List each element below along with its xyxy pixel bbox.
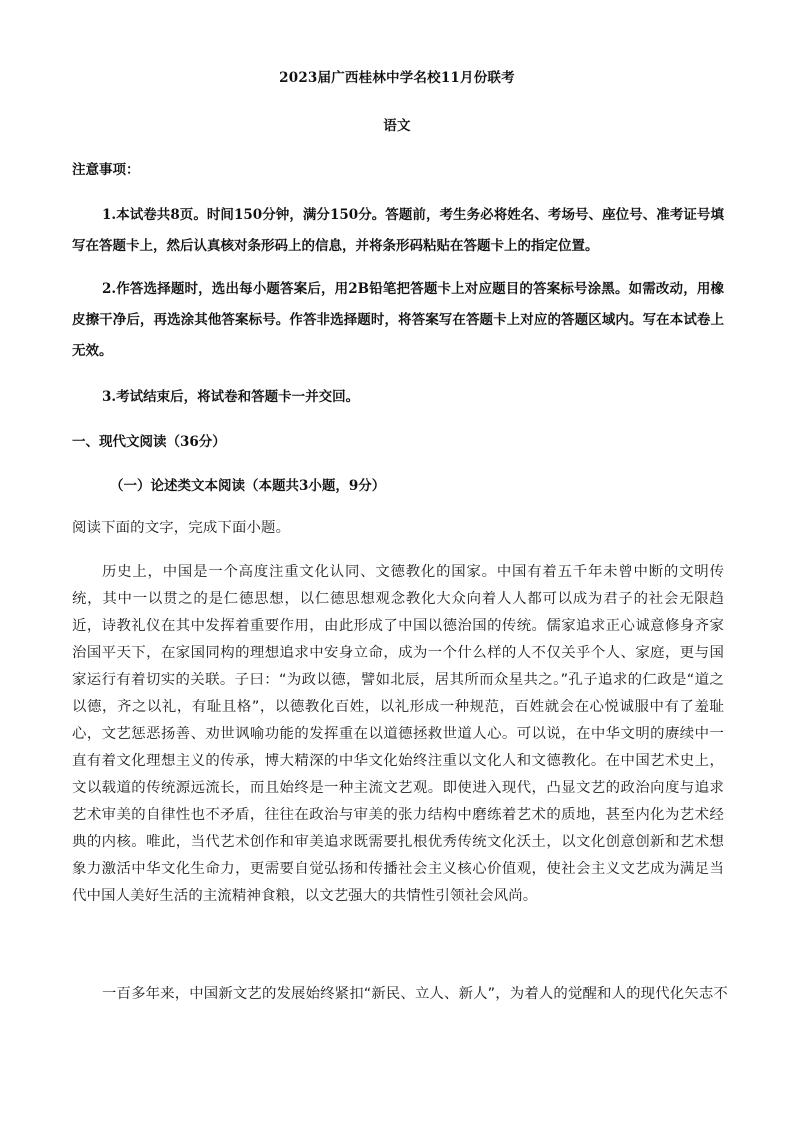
notice-item-2: 2.作答选择题时，选出每小题答案后，用2B铅笔把答题卡上对应题目的答案标号涂黑。如需改动，用橡皮擦干净后，再选涂其他答案标号。作答非选择题时，将答案写在答题卡上对应的答题区域内。写在本试卷上无效。 [72,281,724,359]
exam-title: 2023届广西桂林中学名校11月份联考 [279,70,515,86]
passage-paragraph-2: 一百多年来，中国新文艺的发展始终紧扣“新民、立人、新人”，为着人的觉醒和人的现代化矢志不 [102,986,728,1002]
subject-title: 语文 [383,118,411,134]
notice-heading: 注意事项： [72,162,140,178]
reading-instruction: 阅读下面的文字，完成下面小题。 [72,520,291,536]
section-heading: 一、现代文阅读（36分） [72,434,226,450]
passage-paragraph-1: 历史上，中国是一个高度注重文化认同、文德教化的国家。中国有着五千年未曾中断的文明传统，其中一以贯之的是仁德思想，以仁德思想观念教化大众向着人人都可以成为君子的社会无限趋近，诗教礼仪在其中发挥着重要作用，由此形成了中国以德治国的传统。儒家追求正心诚意修身齐家治国平天下，在家国同构的理想追求中安身立命，成为一个什么样的人不仅关乎个人、家庭，更与国家运行有着切实的关联。子曰：“为政以德，譬如北辰，居其所而众星共之。”孔子追求的仁政是“道之以德，齐之以礼，有耻且格”，以德教化百姓，以礼形成一种规范，百姓就会在心悦诚服中有了羞耻心，文艺惩恶扬善、劝世讽喻功能的发挥重在以道德拯救世道人心。可以说，在中华文明的赓续中一直有着文化理想主义的传承，博大精深的中华文化始终注重以文化人和文德教化。在中国艺术史上，文以载道的传统源远流长，而且始终是一种主流文艺观。即使进入现代，凸显文艺的政治向度与追求艺术审美的自律性也不矛盾，往往在政治与审美的张力结构中磨练着艺术的质地，甚至内化为艺术经典的内核。唯此，当代艺术创作和审美追求既需要扎根优秀传统文化沃土，以文化创意创新和艺术想象力激活中华文化生命力，更需要自觉弘扬和传播社会主义核心价值观，使社会主义文艺成为满足当代中国人美好生活的主流精神食粮，以文艺强大的共情性引领社会风尚。 [72,564,724,904]
notice-item-3: 3.考试结束后，将试卷和答题卡一并交回。 [102,389,360,405]
notice-item-1: 1.本试卷共8页。时间150分钟，满分150分。答题前，考生务必将姓名、考场号、座位号、准考证号填写在答题卡上，然后认真核对条形码上的信息，并将条形码粘贴在答题卡上的指定位置。 [72,207,724,254]
subsection-heading: （一）论述类文本阅读（本题共3小题，9分） [110,478,386,494]
